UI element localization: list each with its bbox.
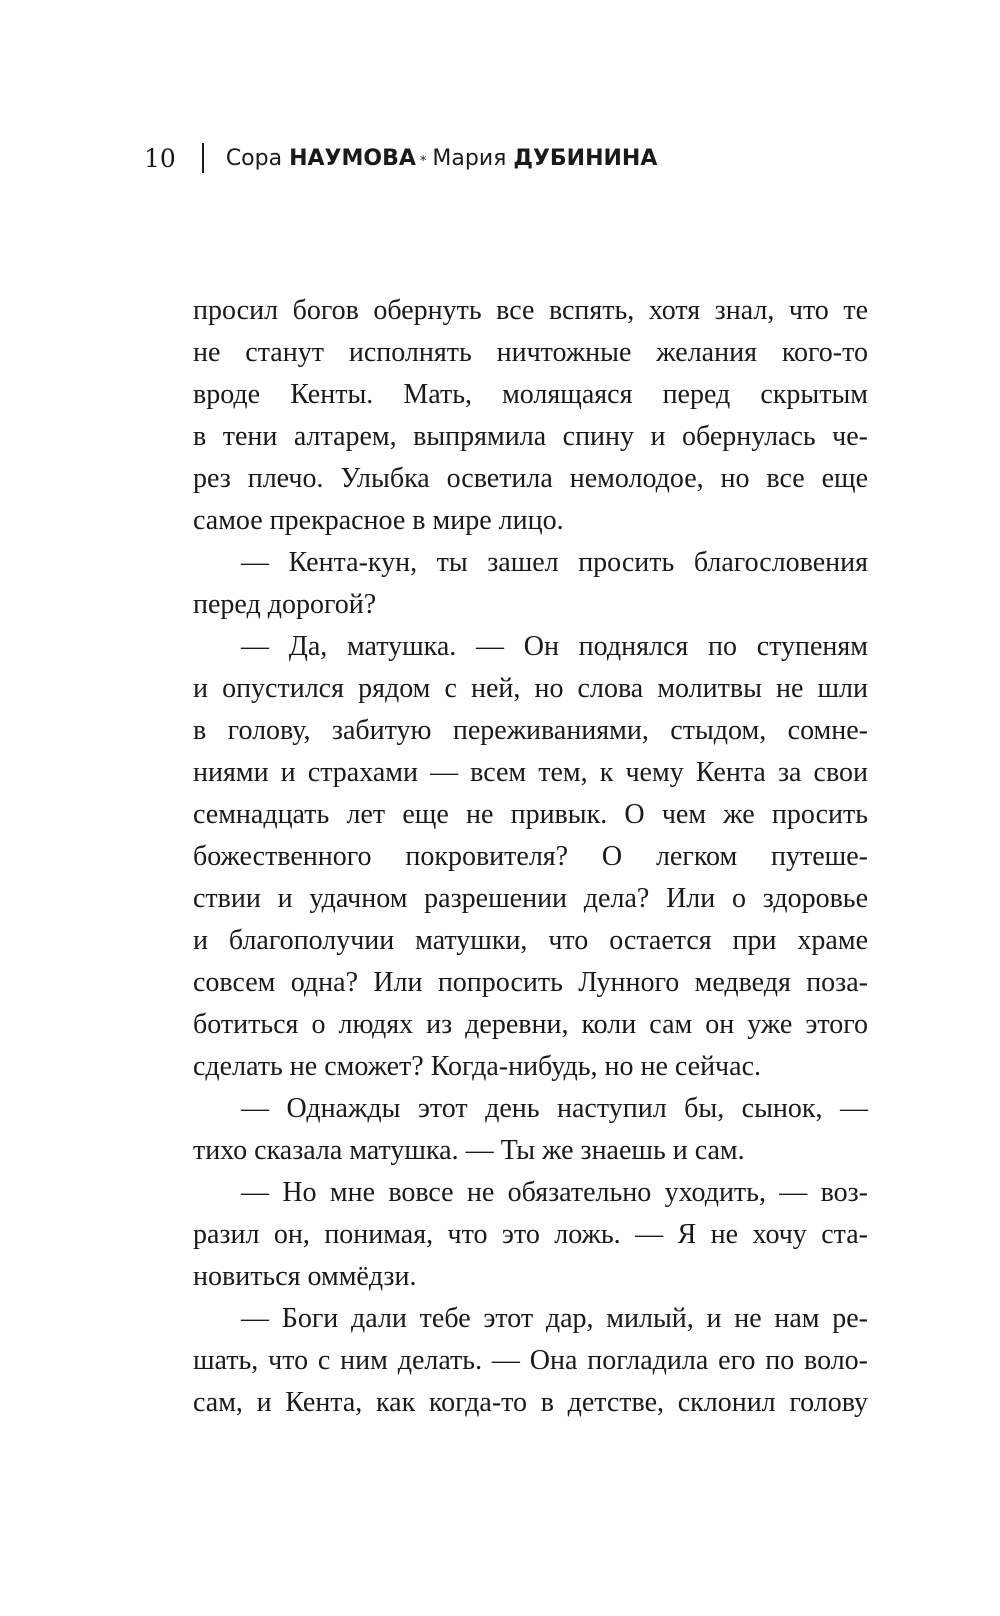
paragraph <box>193 1172 868 1298</box>
text-line: — Но мне вовсе не обязательно уходить, — воз- <box>241 1177 868 1208</box>
text-line: — Кента-кун, ты зашел просить благословения <box>241 547 868 578</box>
text-line: сделать не сможет? Когда-нибудь, но не сейчас. <box>193 1051 761 1082</box>
author-separator-icon: * <box>419 153 427 169</box>
author-2 <box>432 146 657 171</box>
author-1-last-name: НАУМОВА <box>289 145 416 171</box>
text-line: — Однажды этот день наступил бы, сынок, — <box>241 1093 868 1124</box>
running-head-divider <box>202 143 204 173</box>
page-number: 10 <box>144 143 176 173</box>
text-line: перед дорогой? <box>193 589 377 620</box>
paragraph <box>193 1088 868 1172</box>
text-line: вроде Кенты. Мать, молящаяся перед скрытым <box>193 379 868 410</box>
running-head <box>144 140 657 176</box>
text-line: — Боги дали тебе этот дар, милый, и не нам ре- <box>241 1303 868 1334</box>
paragraph <box>193 626 868 1088</box>
text-line: божественного покровителя? О легком путеше- <box>193 841 868 872</box>
text-line: семнадцать лет еще не привык. О чем же просить <box>193 799 868 830</box>
paragraph <box>193 542 868 626</box>
text-line: и благополучии матушки, что остается при храме <box>193 925 868 956</box>
author-1 <box>226 146 416 171</box>
text-line: ботиться о людях из деревни, коли сам он уже этого <box>193 1009 868 1040</box>
text-line: и опустился рядом с ней, но слова молитвы не шли <box>193 673 868 704</box>
text-line: ствии и удачном разрешении дела? Или о здоровье <box>193 883 868 914</box>
text-line: тихо сказала матушка. — Ты же знаешь и сам. <box>193 1135 745 1166</box>
text-line: разил он, понимая, что это ложь. — Я не хочу ста- <box>193 1219 868 1250</box>
text-line: новиться оммёдзи. <box>193 1261 417 1292</box>
text-line: совсем одна? Или попросить Лунного медведя поза- <box>193 967 868 998</box>
text-line: рез плечо. Улыбка осветила немолодое, но все еще <box>193 463 868 494</box>
author-2-last-name: ДУБИНИНА <box>513 145 658 171</box>
paragraph <box>193 290 868 542</box>
text-line: не станут исполнять ничтожные желания кого-то <box>193 337 868 368</box>
author-2-first-name: Мария <box>432 145 507 171</box>
text-line: сам, и Кента, как когда-то в детстве, склонил голову <box>193 1387 868 1418</box>
body-text <box>193 290 868 1424</box>
paragraph <box>193 1298 868 1424</box>
text-line: шать, что с ним делать. — Она погладила его по воло- <box>193 1345 868 1376</box>
author-1-first-name: Сора <box>225 145 283 171</box>
text-line: в голову, забитую переживаниями, стыдом, сомне- <box>193 715 868 746</box>
text-line: просил богов обернуть все вспять, хотя знал, что те <box>193 295 868 326</box>
text-line: ниями и страхами — всем тем, к чему Кента за свои <box>193 757 868 788</box>
text-line: в тени алтарем, выпрямила спину и обернулась че- <box>193 421 868 452</box>
text-line: — Да, матушка. — Он поднялся по ступеням <box>241 631 868 662</box>
text-line: самое прекрасное в мире лицо. <box>193 505 564 536</box>
